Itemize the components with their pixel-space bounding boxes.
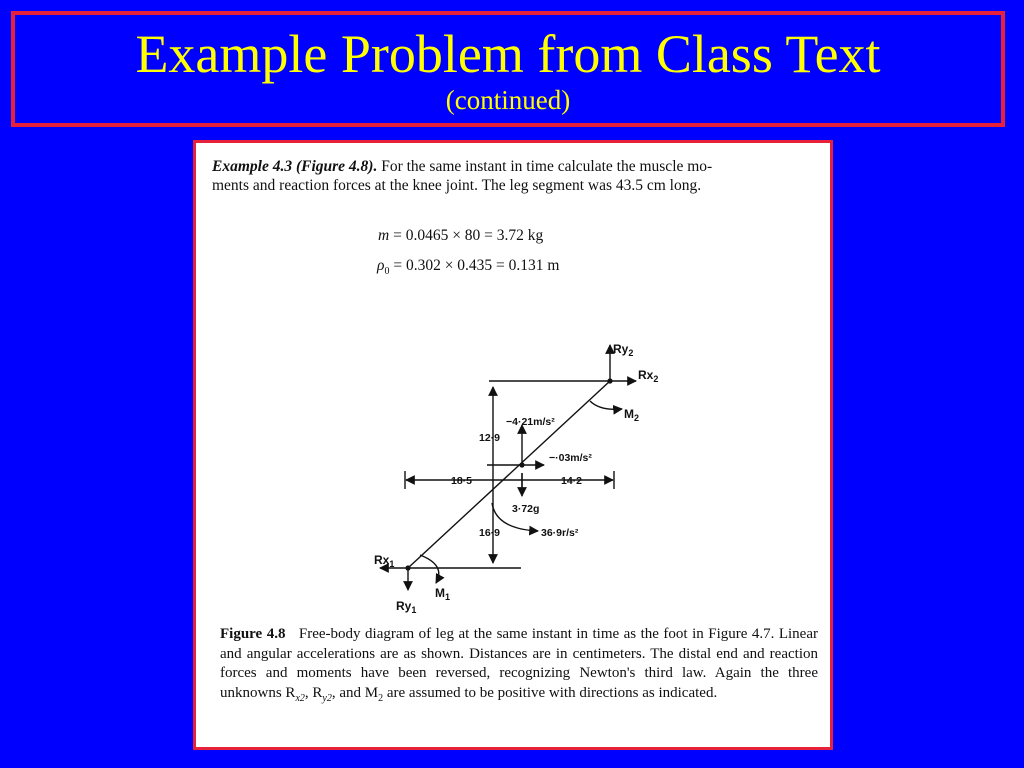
accel-y-label: −4·21m/s²	[506, 416, 555, 428]
caption-sub-ry2: y2	[322, 692, 332, 704]
caption-label: Figure 4.8	[220, 626, 286, 642]
slide-subtitle: (continued)	[445, 85, 571, 115]
slide-title-box	[11, 11, 1005, 127]
weight-label: 3·72g	[512, 503, 540, 515]
dim-12-9-label: 12·9	[479, 432, 501, 444]
accel-x-label: −·03m/s²	[549, 452, 592, 464]
ry1-label: $Ry_1$	[396, 599, 417, 615]
example-body-line-2: ments and reaction forces at the knee joint. The leg segment was 43.5 cm long.	[212, 177, 702, 194]
distal-joint-dot	[405, 565, 410, 570]
example-body-line-1: For the same instant in time calculate the muscle mo-	[377, 158, 713, 175]
proximal-joint-dot	[607, 378, 612, 383]
equation-rho-lhs: ρ	[377, 257, 385, 274]
textbook-excerpt	[193, 140, 833, 750]
figure-caption	[220, 625, 818, 708]
caption-tail: are assumed to be positive with directions as indicated.	[383, 684, 718, 701]
m2-moment-arc	[590, 401, 622, 409]
m1-moment-arc	[420, 555, 439, 583]
m2-label: $M_2$	[624, 407, 640, 423]
m1-label: $M_1$	[435, 586, 451, 602]
caption-sep-1: , R	[304, 684, 323, 701]
caption-sub-m2: 2	[378, 692, 384, 704]
dim-16-9-label: 16·9	[479, 527, 501, 539]
example-label: Example 4.3 (Figure 4.8).	[212, 158, 378, 175]
caption-sep-2: , and M	[331, 684, 379, 701]
equation-mass-lhs: m	[378, 227, 390, 244]
dim-14-2-label: 14·2	[561, 475, 583, 487]
center-of-mass-dot	[519, 462, 524, 467]
rx1-label: $Rx_1$	[374, 553, 395, 569]
equation-mass-rhs: = 0.0465 × 80 = 3.72 kg	[393, 227, 544, 244]
equation-rho-rhs: = 0.302 × 0.435 = 0.131 m	[393, 257, 560, 274]
slide-title: Example Problem from Class Text	[135, 24, 881, 84]
rx2-label: $Rx_2$	[638, 368, 659, 384]
caption-body: Free-body diagram of leg at the same instant in time as the foot in Figure 4.7. Linear and angular accelerations are as shown. Distances are in centimeters. The distal end and reaction forces and moments have been reversed, recognizing Newton's third law. Again the three unknowns R	[220, 626, 818, 701]
dim-18-5-label: 18·5	[451, 475, 473, 487]
caption-sub-rx2: x2	[295, 692, 305, 704]
ry2-label: $Ry_2$	[613, 342, 634, 358]
angular-accel-label: 36·9r/s²	[541, 527, 579, 539]
equation-rho-sub: 0	[384, 266, 390, 278]
